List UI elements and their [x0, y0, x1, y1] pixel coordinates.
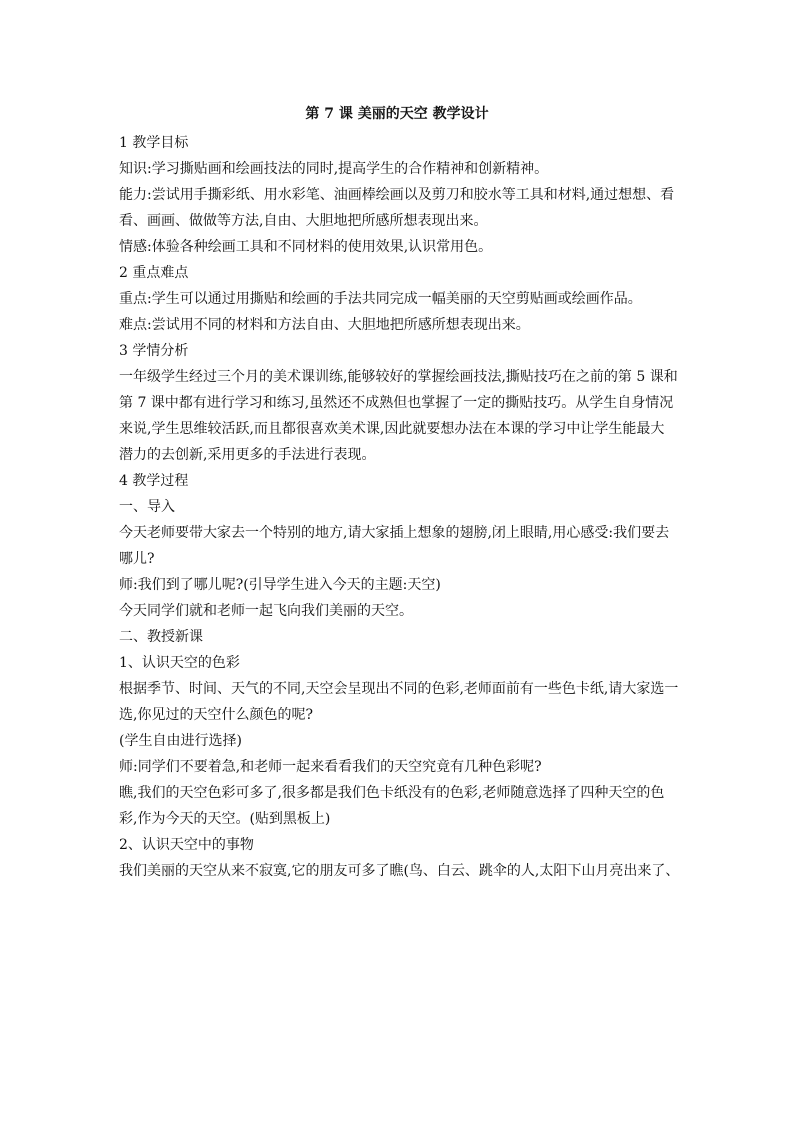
paragraph-line: 潜力的去创新,采用更多的手法进行表现。 [119, 447, 376, 463]
paragraph-line: 根据季节、时间、天气的不同,天空会呈现出不同的色彩,老师面前有一些色卡纸,请大家选一 [119, 681, 679, 697]
section-heading-objectives: 1 教学目标 [119, 135, 189, 151]
paragraph-line: 我们美丽的天空从来不寂寞,它的朋友可多了瞧(鸟、白云、跳伞的人,太阳下山月亮出来了、 [119, 863, 680, 879]
paragraph-line: 来说,学生思维较活跃,而且都很喜欢美术课,因此就要想办法在本课的学习中让学生能最大 [119, 421, 665, 437]
paragraph-line: 难点:尝试用不同的材料和方法自由、大胆地把所感所想表现出来。 [119, 317, 530, 333]
paragraph-line: 彩,作为今天的天空。(贴到黑板上) [119, 811, 331, 827]
paragraph-line: 瞧,我们的天空色彩可多了,很多都是我们色卡纸没有的色彩,老师随意选择了四种天空的色 [119, 785, 665, 801]
paragraph-line: 重点:学生可以通过用撕贴和绘画的手法共同完成一幅美丽的天空剪贴画或绘画作品。 [119, 291, 642, 307]
subsection-heading: 一、导入 [119, 499, 175, 515]
subsection-heading: 1、认识天空的色彩 [119, 655, 240, 671]
section-heading-process: 4 教学过程 [119, 473, 189, 489]
paragraph-line: 选,你见过的天空什么颜色的呢? [119, 707, 313, 723]
section-heading-key-points: 2 重点难点 [119, 265, 189, 281]
subsection-heading: 二、教授新课 [119, 629, 203, 645]
paragraph-line: 今天同学们就和老师一起飞向我们美丽的天空。 [119, 603, 413, 619]
subsection-heading: 2、认识天空中的事物 [119, 837, 254, 853]
paragraph-line: 情感:体验各种绘画工具和不同材料的使用效果,认识常用色。 [119, 239, 493, 255]
section-heading-analysis: 3 学情分析 [119, 343, 189, 359]
paragraph-line: 师:我们到了哪儿呢?(引导学生进入今天的主题:天空) [119, 577, 441, 593]
paragraph-line: 第 7 课中都有进行学习和练习,虽然还不成熟但也掌握了一定的撕贴技巧。从学生自身情况 [119, 395, 674, 411]
document-title: 第 7 课 美丽的天空 教学设计 [305, 106, 489, 122]
paragraph-line: 看、画画、做做等方法,自由、大胆地把所感所想表现出来。 [119, 213, 488, 229]
document-body [119, 130, 685, 884]
paragraph-line: 一年级学生经过三个月的美术课训练,能够较好的掌握绘画技法,撕贴技巧在之前的第 5 课和 [119, 369, 678, 385]
paragraph-line: 知识:学习撕贴画和绘画技法的同时,提高学生的合作精神和创新精神。 [119, 161, 549, 177]
paragraph-line: 今天老师要带大家去一个特别的地方,请大家插上想象的翅膀,闭上眼睛,用心感受:我们要去 [119, 525, 670, 541]
paragraph-line: (学生自由进行选择) [119, 733, 242, 749]
paragraph-line: 哪儿? [119, 551, 155, 567]
paragraph-line: 师:同学们不要着急,和老师一起来看看我们的天空究竟有几种色彩呢? [119, 759, 542, 775]
paragraph-line: 能力:尝试用手撕彩纸、用水彩笔、油画棒绘画以及剪刀和胶水等工具和材料,通过想想、看 [119, 187, 675, 203]
